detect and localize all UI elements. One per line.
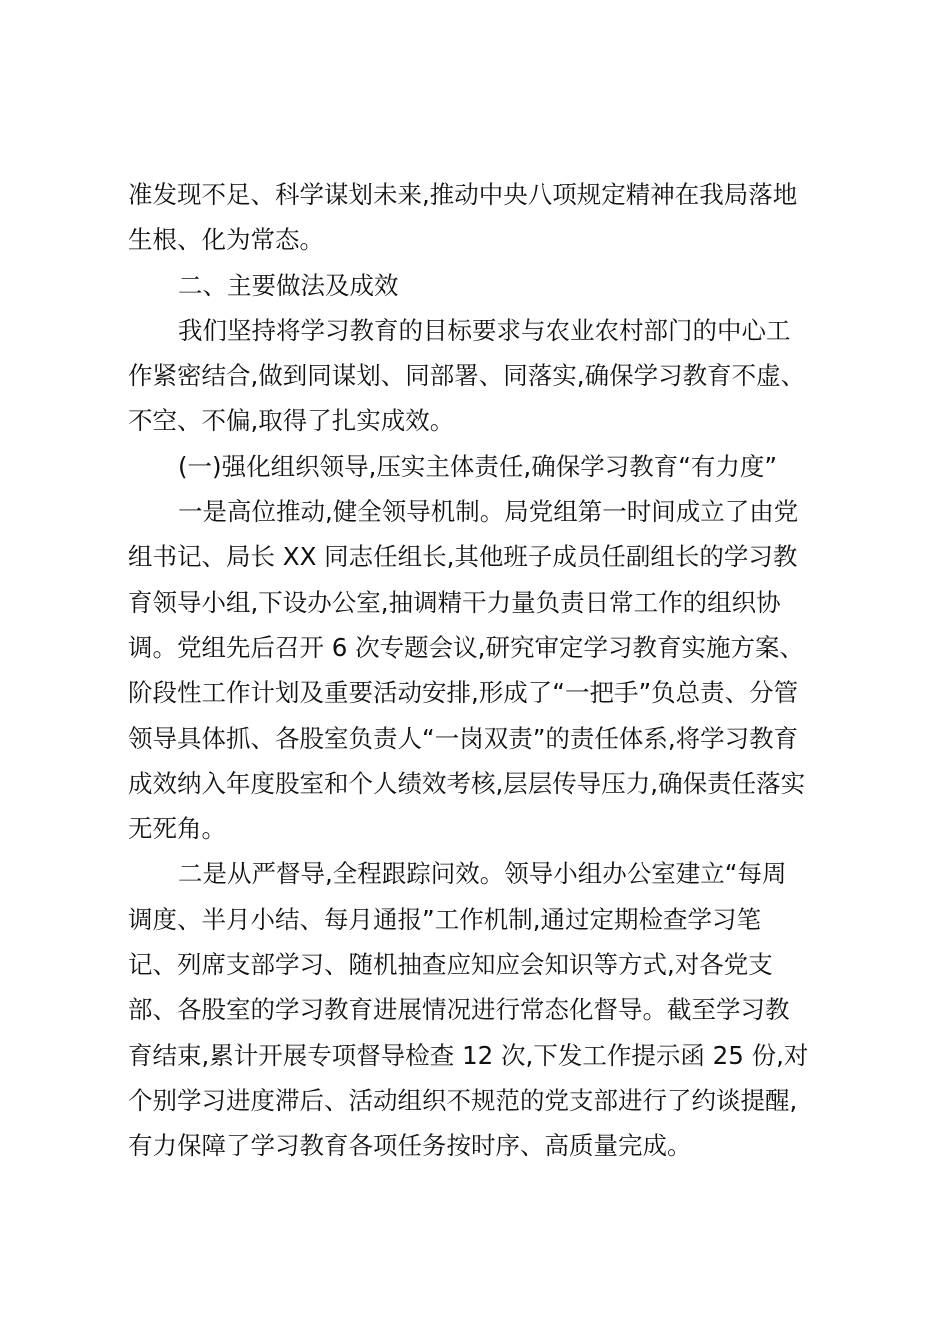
text-line: 二、主要做法及成效 [178, 270, 399, 300]
text-line: 准发现不足、科学谋划未来,推动中央八项规定精神在我局落地 [128, 180, 798, 209]
text-line: (一)强化组织领导,压实主体责任,确保学习教育“有力度” [178, 451, 778, 481]
text-line: 记、列席支部学习、随机抽查应知应会知识等方式,对各党支 [128, 950, 773, 980]
text-line: 二是从严督导,全程跟踪问效。领导小组办公室建立“每周 [178, 859, 787, 889]
text-line: 成效纳入年度股室和个人绩效考核,层层传导压力,确保责任落实 [128, 768, 806, 798]
text-line: 生根、化为常态。 [128, 225, 324, 255]
text-line: 个别学习进度滞后、活动组织不规范的党支部进行了约谈提醒, [128, 1085, 798, 1115]
text-line: 一是高位推动,健全领导机制。局党组第一时间成立了由党 [178, 497, 799, 527]
text-line: 作紧密结合,做到同谋划、同部署、同落实,确保学习教育不虚、 [128, 361, 806, 391]
text-line: 组书记、局长 XX 同志任组长,其他班子成员任副组长的学习教 [128, 542, 798, 572]
text-line: 部、各股室的学习教育进展情况进行常态化督导。截至学习教 [128, 995, 790, 1025]
document-body [128, 172, 828, 1169]
text-line: 调。党组先后召开 6 次专题会议,研究审定学习教育实施方案、 [128, 632, 804, 662]
text-line: 调度、半月小结、每月通报”工作机制,通过定期检查学习笔 [128, 904, 761, 934]
text-line: 育结束,累计开展专项督导检查 12 次,下发工作提示函 25 份,对 [128, 1040, 809, 1070]
text-line: 不空、不偏,取得了扎实成效。 [128, 406, 455, 436]
text-line: 我们坚持将学习教育的目标要求与农业农村部门的中心工 [178, 315, 791, 345]
text-line: 领导具体抓、各股室负责人“一岗双责”的责任体系,将学习教育 [128, 723, 799, 753]
text-line: 育领导小组,下设办公室,抽调精干力量负责日常工作的组织协 [128, 587, 781, 617]
text-line: 无死角。 [128, 814, 226, 844]
text-line: 有力保障了学习教育各项任务按时序、高质量完成。 [128, 1131, 692, 1161]
text-line: 阶段性工作计划及重要活动安排,形成了“一把手”负总责、分管 [128, 678, 799, 708]
